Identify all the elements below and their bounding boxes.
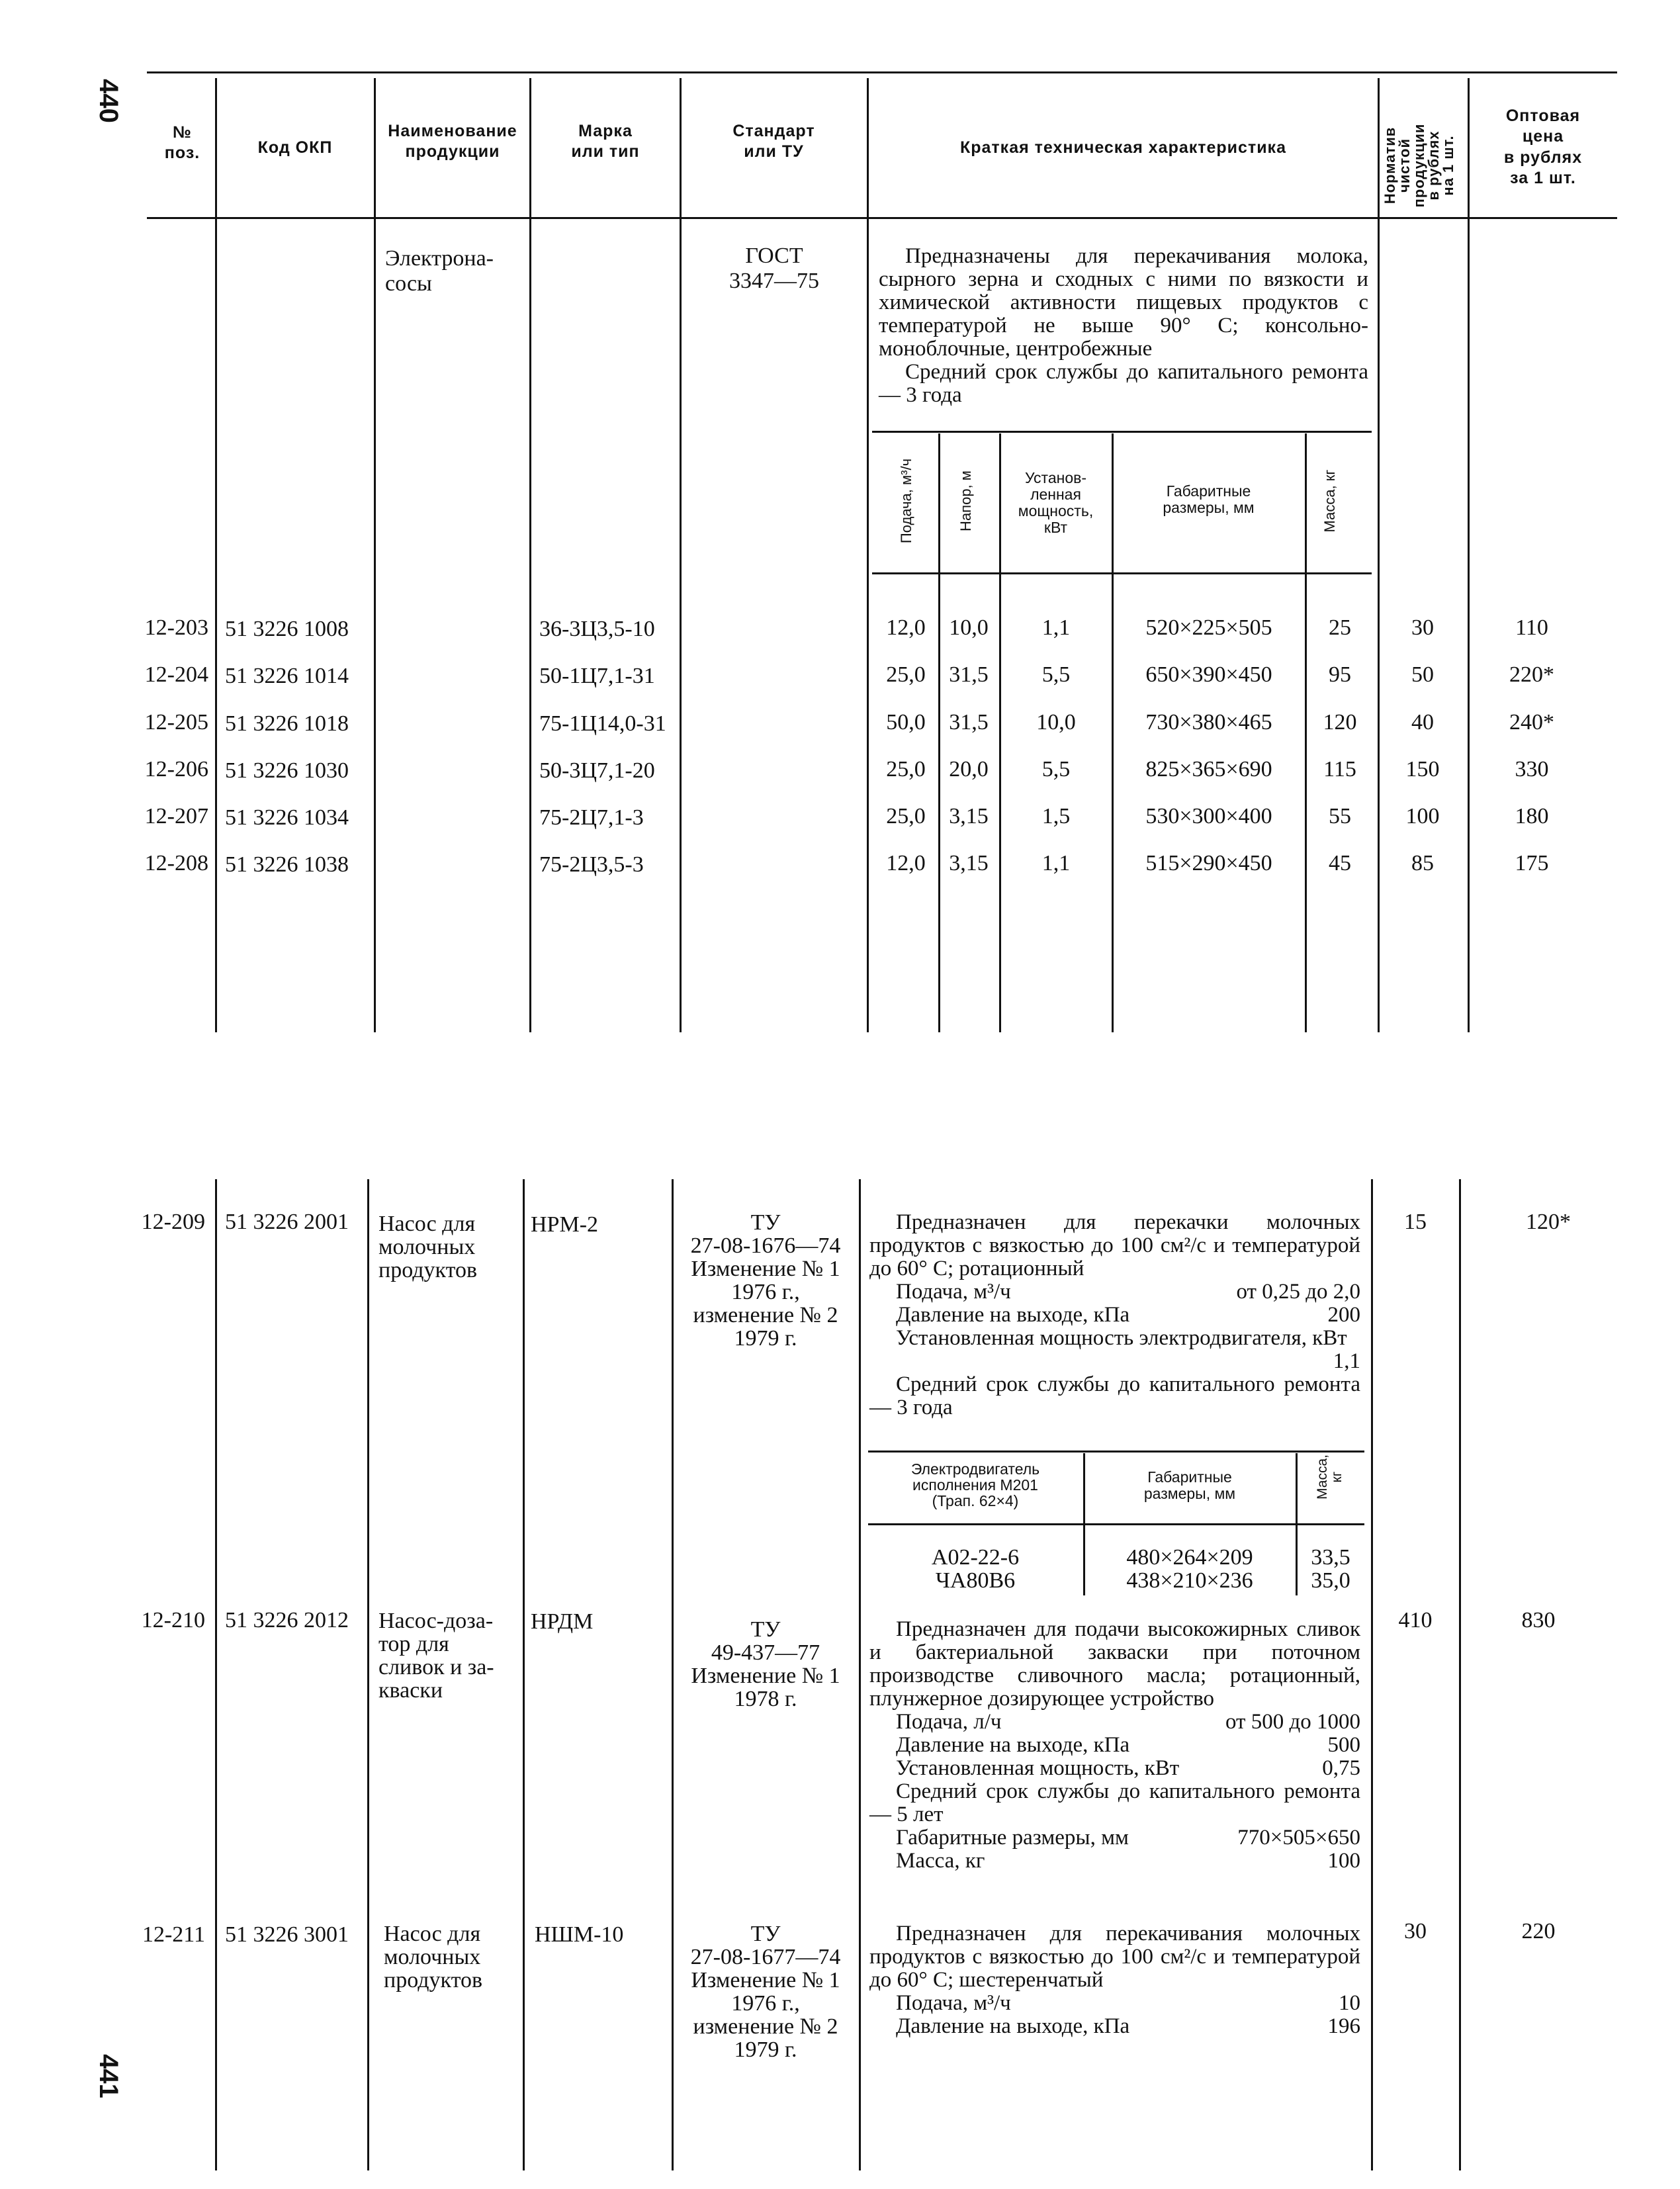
param-label: Габаритные размеры, мм [896, 1826, 1129, 1850]
param-label: Масса, кг [896, 1849, 985, 1873]
param-label: Подача, л/ч [896, 1710, 1002, 1734]
item209-okp: 51 3226 2001 [225, 1210, 349, 1234]
row-pos: 12-203 [144, 615, 208, 640]
param-value: 10 [1339, 1991, 1360, 2015]
row-pos: 12-204 [144, 662, 208, 687]
motor-mass: 35,0 [1311, 1568, 1350, 1593]
item210-param-dims [869, 1826, 1360, 1850]
item210-norm: 410 [1398, 1608, 1433, 1632]
item209-motor-header: Электродвигатель исполнения М201 (Трап. 62×4) [910, 1460, 1040, 1509]
row-head: 31,5 [949, 710, 989, 735]
item211-okp: 51 3226 3001 [225, 1922, 349, 1947]
header-price: Оптовая цена в рублях за 1 шт. [1503, 107, 1583, 187]
row-dims: 515×290×450 [1145, 851, 1272, 875]
motor-name: А02-22-6 [931, 1545, 1020, 1570]
item209-brand: НРМ-2 [531, 1212, 599, 1237]
item209-param-flow [869, 1280, 1360, 1304]
item209-param-power-value: 1,1 [1333, 1349, 1360, 1373]
param-value: 770×505×650 [1237, 1826, 1360, 1850]
param-label: Давление на выходе, кПа [896, 1303, 1130, 1327]
group1-desc-life: Средний срок службы до капитального ремонта — 3 года [879, 360, 1368, 407]
row-head: 3,15 [949, 851, 989, 875]
row-dims: 520×225×505 [1145, 615, 1272, 640]
row-flow: 12,0 [886, 615, 926, 640]
item210-pos: 12-210 [141, 1608, 205, 1632]
row-pos: 12-206 [144, 757, 208, 782]
header-norm: Норматив чистой продукции в рублях на 1 шт. [1382, 123, 1456, 208]
row-power: 5,5 [1041, 757, 1071, 782]
page-number-top: 440 [93, 79, 123, 123]
sub-header-flow: Подача, м³/ч [898, 458, 914, 544]
row-okp: 51 3226 1008 [225, 617, 349, 641]
row-brand: 50-1Ц7,1-31 [539, 664, 655, 688]
motor-dims: 480×264×209 [1126, 1545, 1253, 1570]
row-head: 10,0 [949, 615, 989, 640]
param-label: Подача, м³/ч [896, 1280, 1011, 1304]
row-flow: 50,0 [886, 710, 926, 735]
row-mass: 95 [1329, 662, 1351, 687]
row-price: 220* [1509, 662, 1554, 687]
header-brand: Марка или тип [571, 122, 640, 161]
param-value: 200 [1327, 1303, 1360, 1327]
row-mass: 25 [1329, 615, 1351, 640]
row-flow: 25,0 [886, 804, 926, 828]
item211-name: Насос для молочных продуктов [384, 1922, 483, 1992]
item209-standard: ТУ 27-08-1676—74 Изменение № 1 1976 г., изменение № 2 1979 г. [690, 1210, 841, 1351]
row-dims: 730×380×465 [1145, 710, 1272, 735]
row-norm: 40 [1411, 710, 1434, 735]
item210-description [869, 1618, 1360, 1873]
row-power: 1,1 [1041, 615, 1071, 640]
header-standard: Стандарт или ТУ [732, 122, 815, 161]
param-label: Установленная мощность, кВт [896, 1756, 1180, 1780]
motor-mass: 33,5 [1311, 1545, 1350, 1570]
group1-standard: ГОСТ 3347—75 [729, 244, 819, 293]
item210-param-pressure [869, 1734, 1360, 1757]
group1-description [879, 245, 1368, 407]
row-price: 330 [1515, 757, 1549, 782]
header-okp: Код ОКП [257, 138, 333, 157]
row-mass: 120 [1323, 710, 1357, 735]
item210-param-mass [869, 1850, 1360, 1873]
item211-brand: НШМ-10 [535, 1922, 624, 1947]
sub-header-head: Напор, м [957, 470, 974, 531]
param-value: 196 [1327, 2014, 1360, 2038]
header-tech: Краткая техническая характеристика [960, 138, 1286, 157]
item209-pos: 12-209 [141, 1210, 205, 1234]
item210-okp: 51 3226 2012 [225, 1608, 349, 1632]
row-dims: 530×300×400 [1145, 804, 1272, 828]
param-label: Давление на выходе, кПа [896, 2014, 1130, 2038]
item211-pos: 12-211 [142, 1922, 205, 1947]
row-flow: 25,0 [886, 757, 926, 782]
header-name: Наименование продукции [388, 122, 517, 161]
param-value: 100 [1327, 1849, 1360, 1873]
row-pos: 12-208 [144, 851, 208, 875]
item209-desc-life: Средний срок службы до капитального ремонта — 3 года [869, 1372, 1360, 1419]
item211-description [869, 1922, 1360, 2038]
row-head: 3,15 [949, 804, 989, 828]
row-dims: 650×390×450 [1145, 662, 1272, 687]
row-price: 240* [1509, 710, 1554, 735]
row-head: 20,0 [949, 757, 989, 782]
row-power: 1,5 [1041, 804, 1071, 828]
item210-desc-main: Предназначен для подачи высокожирных сливок и бактериальной закваски при поточном производстве сливочного масла; ротационный, плунжерное дозирующее устройство [869, 1617, 1360, 1711]
row-brand: 50-3Ц7,1-20 [539, 758, 655, 783]
row-norm: 100 [1405, 804, 1440, 828]
item211-param-pressure [869, 2015, 1360, 2038]
item211-price: 220 [1521, 1919, 1556, 1943]
sub-header-dims: Габаритные размеры, мм [1163, 482, 1255, 516]
row-power: 10,0 [1036, 710, 1076, 735]
row-dims: 825×365×690 [1145, 757, 1272, 782]
item210-param-power [869, 1757, 1360, 1780]
item209-description [869, 1211, 1360, 1419]
row-brand: 75-2Ц3,5-3 [539, 852, 644, 877]
param-label: Подача, м³/ч [896, 1991, 1011, 2015]
item211-norm: 30 [1404, 1919, 1427, 1943]
row-price: 110 [1515, 615, 1548, 640]
item209-param-power-label: Установленная мощность электродвигателя, кВт [896, 1326, 1347, 1350]
row-norm: 30 [1411, 615, 1434, 640]
row-okp: 51 3226 1034 [225, 805, 349, 830]
item209-name: Насос для молочных продуктов [378, 1212, 478, 1282]
item211-param-flow [869, 1992, 1360, 2015]
header-pos: № поз. [164, 123, 200, 163]
row-okp: 51 3226 1038 [225, 852, 349, 877]
motor-dims: 438×210×236 [1126, 1568, 1253, 1593]
row-head: 31,5 [949, 662, 989, 687]
row-power: 5,5 [1041, 662, 1071, 687]
row-brand: 75-2Ц7,1-3 [539, 805, 644, 830]
row-norm: 50 [1411, 662, 1434, 687]
row-price: 175 [1515, 851, 1549, 875]
group1-name: Электрона- сосы [385, 246, 494, 296]
row-flow: 12,0 [886, 851, 926, 875]
item210-brand: НРДМ [531, 1609, 594, 1634]
row-pos: 12-205 [144, 710, 208, 735]
item210-desc-life: Средний срок службы до капитального ремонта — 5 лет [869, 1779, 1360, 1826]
row-brand: 36-3Ц3,5-10 [539, 617, 655, 641]
page-number-bottom: 441 [93, 2054, 123, 2098]
row-brand: 75-1Ц14,0-31 [539, 711, 666, 736]
param-value: 500 [1327, 1733, 1360, 1757]
row-power: 1,1 [1041, 851, 1071, 875]
sub-header-power: Установ- ленная мощность, кВт [1018, 469, 1094, 536]
param-value: от 0,25 до 2,0 [1236, 1280, 1360, 1304]
row-okp: 51 3226 1030 [225, 758, 349, 783]
item210-name: Насос-доза- тор для сливок и за- кваски [378, 1609, 494, 1703]
row-flow: 25,0 [886, 662, 926, 687]
row-mass: 115 [1323, 757, 1356, 782]
row-mass: 55 [1329, 804, 1351, 828]
item210-standard: ТУ 49-437—77 Изменение № 1 1978 г. [691, 1617, 840, 1711]
row-pos: 12-207 [144, 804, 208, 828]
item210-price: 830 [1521, 1608, 1556, 1632]
item211-standard: ТУ 27-08-1677—74 Изменение № 1 1976 г., изменение № 2 1979 г. [690, 1922, 841, 2062]
row-norm: 85 [1411, 851, 1434, 875]
row-norm: 150 [1405, 757, 1440, 782]
row-okp: 51 3226 1014 [225, 664, 349, 688]
sub-header-mass: Масса, кг [1321, 469, 1338, 533]
item209-desc-main: Предназначен для перекачки молочных продуктов с вязкостью до 100 см²/с и температурой до 60° С; ротационный [869, 1210, 1360, 1280]
item211-desc-main: Предназначен для перекачивания молочных продуктов с вязкостью до 100 см²/с и температурой до 60° С; шестеренчатый [869, 1922, 1360, 1992]
item209-dims-header: Габаритные размеры, мм [1143, 1468, 1236, 1502]
param-label: Давление на выходе, кПа [896, 1733, 1130, 1757]
item210-param-flow [869, 1711, 1360, 1734]
row-okp: 51 3226 1018 [225, 711, 349, 736]
group1-desc-main: Предназначены для перекачивания молока, сырного зерна и сходных с ними по вязкости и химической активности пищевых продуктов с температурой не выше 90° С; консольно-моноблочные, центробежные [879, 244, 1368, 361]
item209-price: 120* [1526, 1210, 1571, 1234]
item209-mass-header: Масса, кг [1315, 1454, 1345, 1499]
row-price: 180 [1515, 804, 1549, 828]
motor-name: ЧА80В6 [935, 1568, 1016, 1593]
item209-param-pressure [869, 1304, 1360, 1327]
param-value: от 500 до 1000 [1225, 1710, 1360, 1734]
item209-norm: 15 [1404, 1210, 1427, 1234]
param-value: 0,75 [1322, 1756, 1360, 1780]
row-mass: 45 [1329, 851, 1351, 875]
